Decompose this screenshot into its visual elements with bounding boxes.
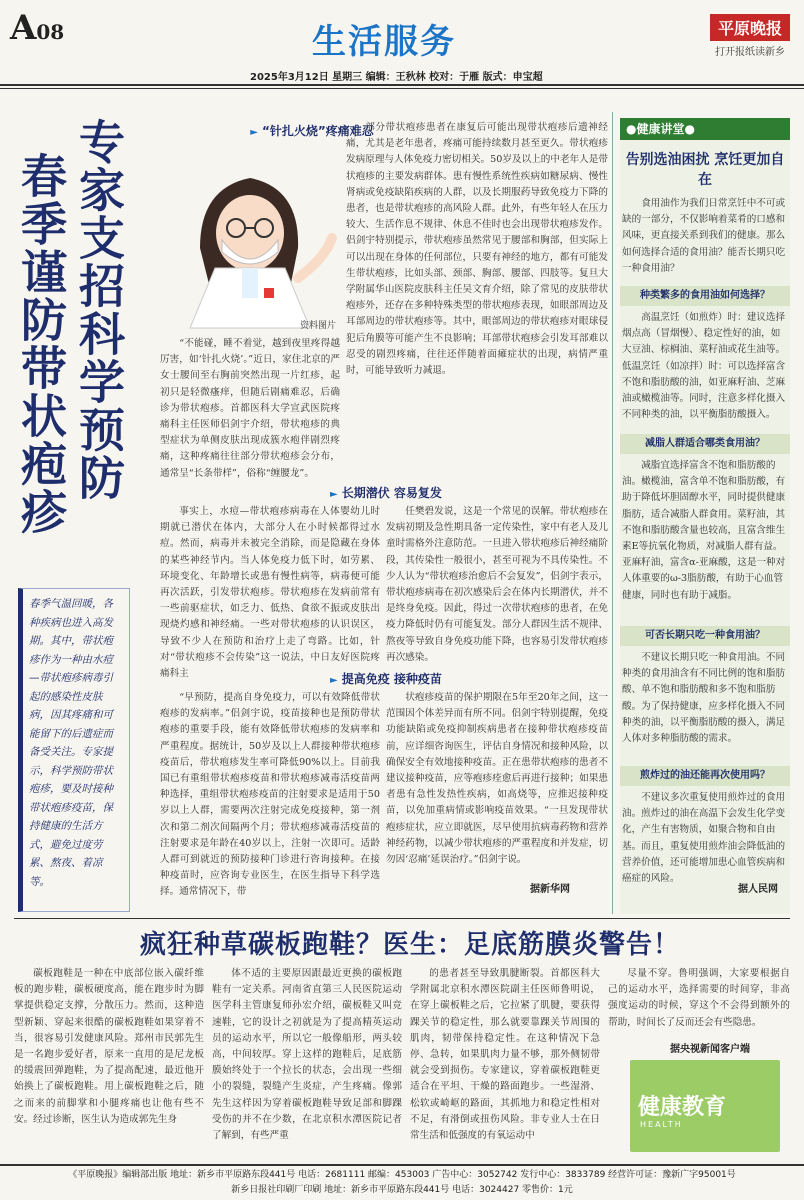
page-footer xyxy=(0,1164,804,1198)
doctor-illustration xyxy=(160,148,340,328)
subheading-2: ► 长期潜伏 容易复发 xyxy=(330,486,442,500)
header-rule xyxy=(0,84,804,86)
sidebar-answer: 减脂宜选择富含不饱和脂肪酸的油。橄榄油，富含单不饱和脂肪酸，有助于降低坏胆固醇水平，同时提供健康脂肪，适合减脂人群食用。菜籽油，其不饱和脂肪酸含量也较高，且富含维生素E等抗氧化物质，对减脂人群有益。亚麻籽油，富含α-亚麻酸，这是一种对人体重要的ω-3脂肪酸，有助于心血管健康，同时也有助于减脂。 xyxy=(622,460,786,601)
bottom-column: 碳板跑鞋是一种在中底部位嵌入碳纤维板的跑步鞋，碳板硬度高，能在跑步时为脚掌提供稳定支撑，分散压力。然而，这种造型新颖、穿起来很酷的碳板跑鞋如果穿着不当，很容易引发健康风险。郑州市民郭先生是一名跑步爱好者，原来一直用的是尼龙板的缓震回弹跑鞋，为了提高配速，最近他开始换上了碳板跑鞋。用上碳板跑鞋之后，随之而来的前脚掌和小腿疼痛也让他有些不安。经过诊断，医生认为造成郭先生身 xyxy=(14,968,204,1125)
bottom-column: 体不适的主要原因跟最近更换的碳板跑鞋有一定关系。河南省直第三人民医院运动医学科主管康复师孙宏介绍，碳板鞋又叫竞速鞋，它的设计之初就是为了提高精英运动员的运动水平，所以它一般像船形，两头较高，中间较厚。穿上这样的跑鞋后，足底筋膜始终处于一个拉长的状态，会出现一些细小的裂缝，裂缝产生炎症，产生疼痛。像郭先生这样因为穿着碳板跑鞋导致足部和脚踝受伤的并不在少数，在北京积水潭医院记者了解到，有些严重 xyxy=(212,968,402,1142)
sidebar-question: 煎炸过的油还能再次使用吗？ xyxy=(620,766,790,786)
article-para: 事实上，水痘—带状疱疹病毒在人体婴幼儿时期就已潜伏在体内，大部分人在小时候都得过水痘。然而，病毒并未被完全消除，而是隐藏在身体的某些神经节内。当人体免疫力低下时，如劳累、环境变化、年龄增长或患有慢性病等，病毒便可能再次活跃，引发带状疱疹。带状疱疹在发病前常有一些前驱症状，如乏力、低热、食欲不振或皮肤出现烧灼感和神经痛。一些对带状疱疹的认识误区，导致不少人在预防和治疗上走了弯路。比如，针对“带状疱疹不会传染”这一说法，中日友好医院疼痛科主 xyxy=(160,506,380,680)
badge-subtitle: HEALTH xyxy=(640,1120,683,1129)
paper-slogan: 打开报纸读新乡 xyxy=(715,47,785,58)
page-number: A08 xyxy=(10,8,65,48)
health-education-badge xyxy=(630,1060,780,1152)
sidebar-tag: ●健康讲堂● xyxy=(620,118,790,140)
lead-box: 春季气温回暖，各种疾病也进入高发期。其中，带状疱疹作为一种由水痘—带状疱疹病毒引起的感染性皮肤病，因其疼痛和可能留下的后遗症而备受关注。专家提示，科学预防带状疱疹，要及时接种带状疱疹疫苗，保持健康的生活方式，避免过度劳累、熬夜、着凉等。 xyxy=(18,588,130,912)
footer-line-1: 《平原晚报》编辑部出版 地址：新乡市平原路东段441号 电话：2681111 邮编：453003 广告中心：3052742 发行中心：3833789 经营许可证：豫新广字95001号 xyxy=(68,1170,736,1180)
main-headline-1: 专家支招科学预防 xyxy=(72,118,126,502)
article-para: 任樊碧发说，这是一个常见的误解。带状疱疹在发病初期及急性期具备一定传染性，家中有老人及儿童时需格外注意防范。一旦进入带状疱疹后神经痛阶段，其传染性一般很小，甚至可视为不具传染性。不少人认为“带状疱疹治愈后不会复发”，侣剑宇表示，带状疱疹病毒在初次感染后会在体内长期潜伏，并不是终身免疫。因此，得过一次带状疱疹的患者，在免疫力降低时仍有可能复发。部分人群因生活不规律、熬夜等导致自身免疫功能下降，也容易引发带状疱疹再次感染。 xyxy=(386,506,608,663)
image-caption: 资料图片 xyxy=(300,321,337,331)
badge-title: 健康教育 xyxy=(638,1095,727,1120)
sidebar-question: 可否长期只吃一种食用油？ xyxy=(620,626,790,646)
sidebar-intro: 食用油作为我们日常烹饪中不可或缺的一部分，不仅影响着菜肴的口感和风味，更直接关系到我们的健康。那么如何选择合适的食用油？能否长期只吃一种食用油？ xyxy=(622,198,786,274)
sidebar-title: 告别选油困扰 烹饪更加自在 xyxy=(625,152,785,188)
footer-line-2: 新乡日报社印刷厂印刷 地址：新乡市平原路东段441号 电话：3024427 零售价：1元 xyxy=(231,1185,573,1195)
header-rule-thin xyxy=(0,88,804,89)
bottom-column: 尽量不穿。鲁明强调，大家要根据自己的运动水平，选择需要的时间穿，非高强度运动的时候，穿这个不会得到额外的帮助，时间长了反而还会有些隐患。 xyxy=(608,968,790,1028)
subheading-1: ► “针扎火烧”疼痛难忍 xyxy=(250,124,374,138)
article-para: “不能碰，睡不着觉，越到夜里疼得越厉害，如‘针扎火烧’。”近日，家住北京的严女士腰间至右胸前突然出现一片红疹，起初只是轻微瘙痒，但随后剧痛难忍，后确诊为带状疱疹。首都医科大学宣武医院疼痛科主任医师侣剑宇介绍，带状疱疹的典型症状为单侧皮肤出现成簇水疱伴剧烈疼痛，这种疼痛往往部分带状疱疹会分布，通常呈“长条带样”，俗称“缠腰龙”。 xyxy=(160,338,340,479)
sidebar-question: 种类繁多的食用油如何选择？ xyxy=(620,286,790,306)
sidebar-answer: 不建议长期只吃一种食用油。不同种类的食用油含有不同比例的饱和脂肪酸、单不饱和脂肪酸和多不饱和脂肪酸。为了保持健康，应多样化摄入不同种类的油，以平衡脂肪酸的摄入，满足人体对多种脂肪酸的需求。 xyxy=(622,652,786,745)
page-header xyxy=(0,0,804,84)
article-para: “早预防，提高自身免疫力，可以有效降低带状疱疹的发病率。”侣剑宇说，疫苗接种也是预防带状疱疹的重要手段，能有效降低带状疱疹的发病率和严重程度。据统计，50岁及以上人群接种带状疱疹疫苗后，带状疱疹发生率可降低90%以上。目前我国已有重组带状疱疹疫苗和带状疱疹减毒活疫苗两种选择，重组带状疱疹疫苗的注射要求是适用于50岁以上人群，需要两次注射完成免疫接种，第一剂次和第二剂次间隔两个月；带状疱疹减毒活疫苗的注射要求是年龄在40岁以上，注射一次即可。适龄人群可到就近的预防接种门诊进行咨询接种。在接种疫苗时，应咨询专业医生，在医生指导下科学选择。通常情况下，带 xyxy=(160,692,380,898)
article-para: 状疱疹疫苗的保护期限在5年至20年之间，这一范围因个体差异而有所不同。侣剑宇特别提醒，免疫功能缺陷或免疫抑制疾病患者在接种带状疱疹疫苗前，应详细咨询医生，评估自身情况和接种风险，以确保安全有效地接种疫苗。正在患带状疱疹的患者不建议接种疫苗，应等疱疹痊愈后再进行接种；如果患者患有急性发热性疾病，如高烧等，应推迟接种疫苗，以免加重病情或影响疫苗效果。“一旦发现带状疱疹症状，应立即就医，尽早使用抗病毒药物和营养神经药物，以减少带状疱疹的严重程度和并发症，切勿因‘忍痛’延误治疗。”侣剑宇说。 xyxy=(386,692,608,866)
sidebar-question: 减脂人群适合哪类食用油？ xyxy=(620,434,790,454)
article-source: 据新华网 xyxy=(530,884,570,895)
column-divider xyxy=(612,112,613,914)
article-para: 部分带状疱疹患者在康复后可能出现带状疱疹后遗神经痛，尤其是老年患者，疼痛可能持续数月甚至更久。带状疱疹发病原理与人体免疫力密切相关。50岁及以上的中老年人是带状疱疹的主要发病群体。患有慢性系统性疾病如糖尿病、慢性肾病或免疫缺陷疾病的人群，以及长期服药导致免疫力下降的患者，也是带状疱疹的高风险人群。此外，有些年轻人在压力较大、生活作息不规律、休息不佳时也会出现带状疱疹发作。侣剑宇特别提示，带状疱疹虽然常见于腰部和胸部，但实际上可以出现在身体的任何部位，只要有神经的地方，都有可能发生带状疱疹，比如头部、颈部、胸部、腰部、四肢等。复旦大学附属华山医院皮肤科主任吴文育介绍，除了常见的皮肤带状疱疹外，还存在多种特殊类型的带状疱疹表现，如眼部周边及耳部周边的带状疱疹等。其中，眼部周边的带状疱疹对眼球侵犯后角膜等可能产生不良影响；耳部带状疱疹会引发耳部难以忍受的剧烈疼痛，往往还伴随着面瘫症状的出现，病情严重时，可能导致听力减退。 xyxy=(346,122,608,377)
bottom-source: 据央视新闻客户端 xyxy=(670,1044,750,1055)
paper-logo xyxy=(710,14,790,58)
section-title: 生活服务 xyxy=(312,22,456,62)
issue-meta: 2025年3月12日 星期三 编辑：王秋林 校对：于雁 版式：申宝超 xyxy=(250,72,543,83)
subheading-3: ► 提高免疫 接种疫苗 xyxy=(330,672,442,686)
sidebar-answer: 高温烹饪（如煎炸）时：建议选择烟点高（冒烟慢）、稳定性好的油，如大豆油、棕榈油、菜籽油或花生油等。低温烹饪（如凉拌）时：可以选择富含不饱和脂肪酸的油，如亚麻籽油、芝麻油或橄榄油等。同时，注意多样化摄入不同种类的油，以平衡脂肪酸摄入。 xyxy=(622,312,786,421)
bottom-column: 的患者甚至导致肌腱断裂。首都医科大学附属北京积水潭医院副主任医师鲁明说，在穿上碳板鞋之后，它拉紧了肌腱，要获得踝关节的稳定性，那么就要靠踝关节周围的肌肉，韧带保持稳定性。在这种情况下急停、急转，如果肌肉力量不够，那外侧韧带就会受到损伤。专家建议，穿着碳板跑鞋更适合在平坦、干燥的路面跑步。一些湿滑、松软或崎岖的路面，其抓地力和稳定性相对不足，有滑倒或扭伤风险。非专业人士在日常生活和低强度的有氧运动中 xyxy=(410,968,600,1142)
paper-name: 平原晚报 xyxy=(710,14,790,41)
bottom-headline: 疯狂种草碳板跑鞋？医生：足底筋膜炎警告！ xyxy=(139,930,680,960)
sidebar-source: 据人民网 xyxy=(738,884,778,895)
sidebar-answer: 不建议多次重复使用煎炸过的食用油。煎炸过的油在高温下会发生化学变化，产生有害物质，如聚合物和自由基。而且，重复使用煎炸油会降低油的营养价值，还可能增加患心血管疾病和癌症的风险。 xyxy=(622,792,786,885)
main-headline-2: 春季谨防带状疱疹 xyxy=(14,152,68,536)
section-rule xyxy=(14,918,790,919)
